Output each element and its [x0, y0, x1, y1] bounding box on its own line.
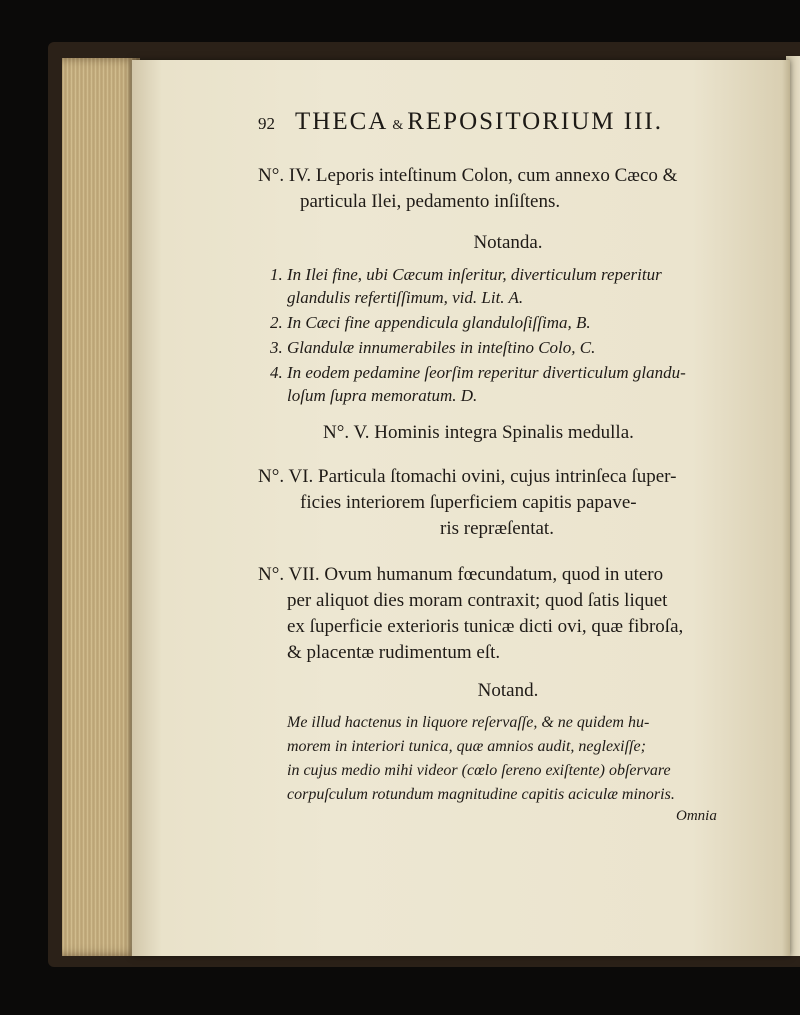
entry-5-line-1: N°. V. Hominis integra Spinalis medulla.	[323, 422, 634, 443]
running-title-ampersand: &	[392, 118, 404, 133]
entry-7-line-4: & placentæ rudimentum eſt.	[287, 642, 501, 663]
entry-6-line-1: N°. VI. Particula ſtomachi ovini, cujus intrinſeca ſuper-	[258, 466, 677, 487]
notanda-item-2: 2. In Cæci fine appendicula glanduloſiſſima, B.	[270, 313, 591, 332]
entry-7-line-1: N°. VII. Ovum humanum fœcundatum, quod in utero	[258, 564, 664, 585]
notand-line-4: corpuſculum rotundum magnitudine capitis aciculæ minoris.	[287, 786, 675, 803]
entry-6-line-2: ficies interiorem ſuperficiem capitis papave-	[300, 492, 637, 513]
notanda-heading: Notanda.	[473, 232, 543, 253]
notand-heading: Notand.	[477, 680, 539, 701]
notand-line-1: Me illud hactenus in liquore reſervaſſe, & ne quidem hu-	[287, 714, 650, 731]
running-title-right: REPOSITORIUM III.	[407, 108, 663, 135]
running-head	[258, 108, 758, 136]
entry-7-line-3: ex ſuperficie exterioris tunicæ dicti ovi, quæ fibroſa,	[287, 616, 684, 637]
entry-7-line-2: per aliquot dies moram contraxit; quod ſatis liquet	[287, 590, 668, 611]
entry-4-line-1: N°. IV. Leporis inteſtinum Colon, cum annexo Cæco &	[258, 165, 678, 186]
notand-line-2: morem in interiori tunica, quæ amnios audit, neglexiſſe;	[287, 738, 646, 755]
running-title-left: THECA	[295, 108, 389, 135]
entry-4-line-2: particula Ilei, pedamento inſiſtens.	[300, 191, 561, 212]
notanda-item-1-line-2: glandulis refertiſſimum, vid. Lit. A.	[287, 288, 524, 307]
notanda-item-3: 3. Glandulæ innumerabiles in inteſtino Colo, C.	[270, 338, 596, 357]
notanda-item-1-line-1: 1. In Ilei fine, ubi Cæcum inſeritur, diverticulum reperitur	[270, 265, 662, 284]
page-number: 92	[258, 114, 275, 133]
notanda-item-4-line-1: 4. In eodem pedamine ſeorſim reperitur diverticulum glandu-	[270, 363, 686, 382]
notand-line-3: in cujus medio mihi videor (cœlo ſereno exiſtente) obſervare	[287, 762, 671, 779]
notanda-item-4-line-2: loſum ſupra memoratum. D.	[287, 386, 478, 405]
page-edges	[62, 58, 140, 956]
catchword: Omnia	[676, 808, 717, 824]
entry-6-line-3: ris repræſentat.	[440, 518, 554, 539]
